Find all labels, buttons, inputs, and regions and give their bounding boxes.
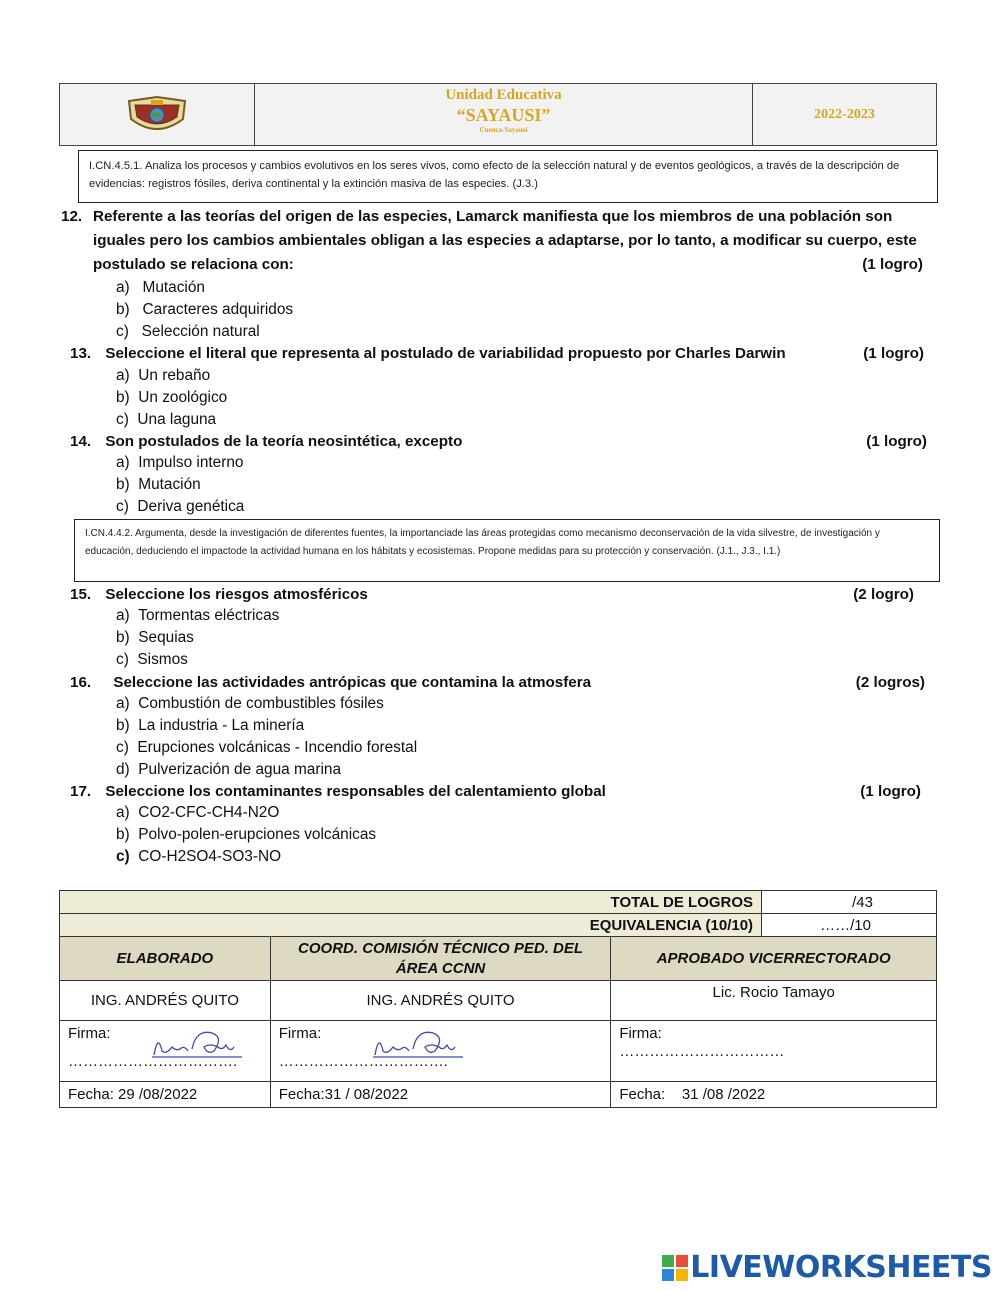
option-letter: b) bbox=[116, 476, 130, 493]
school-year: 2022-2023 bbox=[814, 106, 875, 122]
school-logo bbox=[60, 84, 255, 145]
coord-name: ING. ANDRÉS QUITO bbox=[270, 981, 611, 1021]
option-list-17 bbox=[116, 802, 376, 868]
question-number: 13. bbox=[70, 345, 92, 362]
signature-line: …………………………… bbox=[619, 1043, 785, 1060]
answer-option[interactable] bbox=[116, 321, 293, 343]
question-text: Son postulados de la teoría neosintética, excepto bbox=[105, 433, 463, 450]
answer-option[interactable] bbox=[116, 277, 293, 299]
elaborado-header: ELABORADO bbox=[60, 937, 271, 981]
answer-option[interactable] bbox=[116, 474, 244, 496]
option-text: Mutación bbox=[138, 476, 201, 493]
option-text: CO2-CFC-CH4-N2O bbox=[138, 804, 280, 821]
option-list-16 bbox=[116, 693, 417, 781]
school-name: “SAYAUSI” bbox=[456, 105, 551, 125]
option-text: Selección natural bbox=[141, 323, 260, 340]
school-crest-icon bbox=[125, 95, 189, 135]
total-label: TOTAL DE LOGROS bbox=[60, 891, 762, 914]
question-number: 17. bbox=[70, 783, 92, 800]
question-17 bbox=[70, 780, 921, 804]
date-aprobado: Fecha: 31 /08 /2022 bbox=[611, 1082, 937, 1108]
criterion-box-1: I.CN.4.5.1. Analiza los procesos y cambios evolutivos en los seres vivos, como efecto de la selección natural y de eventos geológicos, a través de la descripción de evidencias: registros fósiles, deriva continental y la extinción masiva de las especies. (J.3.) bbox=[78, 150, 938, 203]
answer-option[interactable] bbox=[116, 737, 417, 759]
option-text: Sismos bbox=[137, 651, 188, 668]
signature-cell bbox=[270, 1021, 611, 1082]
option-text: Pulverización de agua marina bbox=[138, 761, 342, 778]
option-letter: c) bbox=[116, 651, 129, 668]
equivalence-value: ……/10 bbox=[762, 914, 937, 937]
option-list-12 bbox=[116, 277, 293, 343]
question-14 bbox=[70, 430, 927, 454]
question-15 bbox=[70, 583, 914, 607]
question-13 bbox=[70, 342, 924, 366]
option-text: Una laguna bbox=[137, 411, 217, 428]
signature-cell bbox=[60, 1021, 271, 1082]
option-letter: a) bbox=[116, 607, 130, 624]
answer-option[interactable] bbox=[116, 627, 279, 649]
liveworksheets-icon bbox=[662, 1255, 688, 1281]
question-text: Seleccione los contaminantes responsables del calentamiento global bbox=[105, 783, 606, 800]
option-list-15 bbox=[116, 605, 279, 671]
school-header bbox=[59, 83, 937, 146]
answer-option[interactable] bbox=[116, 409, 227, 431]
option-text: Sequias bbox=[138, 629, 194, 646]
criterion-box-2: I.CN.4.4.2. Argumenta, desde la investigación de diferentes fuentes, la importanciade las áreas protegidas como mecanismo deconservación de la vida silvestre, de investigación y educación, deduciendo el impactode la actividad humana en los hábitats y ecosistemas. Propone medidas para su protección y conservación. (J.1., J.3., I.1.) bbox=[74, 519, 940, 582]
question-number: 15. bbox=[70, 586, 92, 603]
option-text: Un rebaño bbox=[138, 367, 211, 384]
option-letter: d) bbox=[116, 761, 130, 778]
option-text: Un zoológico bbox=[138, 389, 228, 406]
total-value: /43 bbox=[762, 891, 937, 914]
question-16 bbox=[70, 671, 925, 695]
option-text: Mutación bbox=[142, 279, 205, 296]
question-text: Seleccione las actividades antrópicas que contamina la atmosfera bbox=[113, 674, 592, 691]
option-letter: a) bbox=[116, 804, 130, 821]
question-text: Seleccione los riesgos atmosféricos bbox=[105, 586, 368, 603]
school-name-block bbox=[255, 84, 753, 145]
option-letter: b) bbox=[116, 629, 130, 646]
elaborado-name: ING. ANDRÉS QUITO bbox=[60, 981, 271, 1021]
answer-option[interactable] bbox=[116, 605, 279, 627]
option-letter: b) bbox=[116, 717, 130, 734]
question-points: (2 logro) bbox=[853, 586, 914, 603]
question-points: (1 logro) bbox=[863, 345, 924, 362]
date-elaborado: Fecha: 29 /08/2022 bbox=[60, 1082, 271, 1108]
answer-option[interactable] bbox=[116, 365, 227, 387]
question-points: (1 logro) bbox=[860, 783, 921, 800]
option-letter: c) bbox=[116, 739, 129, 756]
option-letter: b) bbox=[116, 389, 130, 406]
option-text: Caracteres adquiridos bbox=[142, 301, 294, 318]
option-text: La industria - La minería bbox=[138, 717, 305, 734]
option-list-13 bbox=[116, 365, 227, 431]
answer-option[interactable] bbox=[116, 649, 279, 671]
date-coord: Fecha:31 / 08/2022 bbox=[270, 1082, 611, 1108]
question-text-line: postulado se relaciona con: bbox=[93, 256, 294, 273]
option-letter: b) bbox=[116, 301, 130, 318]
option-text: Deriva genética bbox=[137, 498, 245, 515]
option-list-14 bbox=[116, 452, 244, 518]
question-number: 16. bbox=[70, 674, 92, 691]
answer-option[interactable] bbox=[116, 824, 376, 846]
option-letter: a) bbox=[116, 367, 130, 384]
answer-option[interactable] bbox=[116, 715, 417, 737]
question-number: 12. bbox=[61, 208, 83, 225]
school-location: Cuenca-Sayausi bbox=[479, 126, 528, 134]
option-letter: c) bbox=[116, 411, 129, 428]
option-letter: c) bbox=[116, 323, 129, 340]
answer-option[interactable] bbox=[116, 496, 244, 518]
option-text: Erupciones volcánicas - Incendio forestal bbox=[137, 739, 418, 756]
liveworksheets-logo bbox=[662, 1250, 992, 1285]
question-text-line: Referente a las teorías del origen de las especies, Lamarck manifiesta que los miembros de una población son bbox=[93, 208, 893, 225]
signature-cell bbox=[611, 1021, 937, 1082]
answer-option[interactable] bbox=[116, 299, 293, 321]
signature-line: ……………………………. bbox=[68, 1053, 238, 1070]
question-points: (2 logros) bbox=[855, 674, 925, 691]
option-text: Tormentas eléctricas bbox=[138, 607, 280, 624]
option-text: Polvo-polen-erupciones volcánicas bbox=[138, 826, 377, 843]
aprobado-name: Lic. Rocio Tamayo bbox=[611, 981, 937, 1021]
option-text: CO-H2SO4-SO3-NO bbox=[138, 848, 282, 865]
firma-label: Firma: bbox=[278, 1025, 322, 1042]
equivalence-label: EQUIVALENCIA (10/10) bbox=[60, 914, 762, 937]
option-letter: a) bbox=[116, 695, 130, 712]
question-points: (1 logro) bbox=[866, 433, 927, 450]
question-points: (1 logro) bbox=[862, 256, 923, 273]
aprobado-header: APROBADO VICERRECTORADO bbox=[611, 937, 937, 981]
option-letter: a) bbox=[116, 279, 130, 296]
question-text-line: iguales pero los cambios ambientales obligan a las especies a adaptarse, por lo tanto, a modificar su cuerpo, este bbox=[93, 232, 917, 249]
school-type: Unidad Educativa bbox=[445, 87, 562, 103]
question-12 bbox=[61, 205, 923, 277]
signature-line: ……………………………. bbox=[278, 1053, 448, 1070]
option-text: Impulso interno bbox=[138, 454, 244, 471]
question-text: Seleccione el literal que representa al postulado de variabilidad propuesto por Charles Darwin bbox=[105, 345, 786, 362]
coord-header: COORD. COMISIÓN TÉCNICO PED. DEL ÁREA CCNN bbox=[270, 937, 611, 981]
option-letter: c) bbox=[116, 848, 130, 865]
answer-option[interactable] bbox=[116, 693, 417, 715]
grading-table bbox=[59, 890, 937, 1108]
option-text: Combustión de combustibles fósiles bbox=[138, 695, 384, 712]
answer-option[interactable] bbox=[116, 846, 376, 868]
question-number: 14. bbox=[70, 433, 92, 450]
answer-option[interactable] bbox=[116, 759, 417, 781]
answer-option[interactable] bbox=[116, 802, 376, 824]
answer-option[interactable] bbox=[116, 452, 244, 474]
option-letter: c) bbox=[116, 498, 129, 515]
brand-name: LIVEWORKSHEETS bbox=[690, 1250, 992, 1285]
option-letter: b) bbox=[116, 826, 130, 843]
answer-option[interactable] bbox=[116, 387, 227, 409]
firma-label: Firma: bbox=[68, 1025, 111, 1042]
option-letter: a) bbox=[116, 454, 130, 471]
firma-label: Firma: bbox=[619, 1025, 662, 1042]
